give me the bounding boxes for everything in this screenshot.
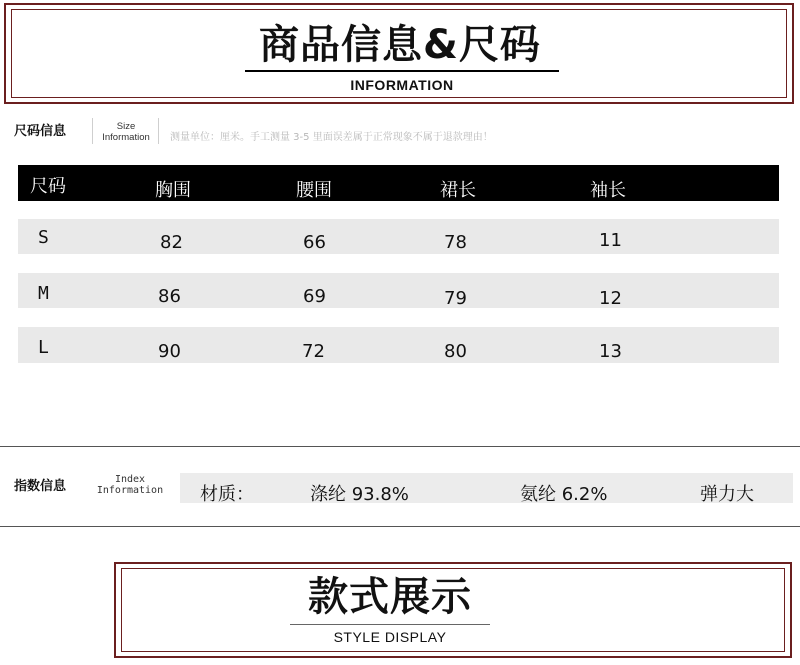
column-header-bust: 胸围 <box>155 180 191 201</box>
sleeve-length-cell: 11 <box>599 230 622 251</box>
section-divider-top <box>0 446 800 447</box>
spandex-value: 氨纶 6.2% <box>520 484 608 505</box>
size-cell: L <box>38 337 49 358</box>
index-label-en-line1: Index <box>114 474 146 485</box>
column-header-sleeve-length: 袖长 <box>590 180 626 201</box>
table-row <box>18 219 779 254</box>
column-header-skirt-length: 裙长 <box>440 180 476 201</box>
bust-cell: 82 <box>160 232 183 253</box>
style-title: 款式展示 <box>308 574 472 620</box>
skirt-length-cell: 80 <box>444 341 467 362</box>
size-section-divider-2 <box>158 118 159 144</box>
style-title-underline <box>290 624 490 625</box>
waist-cell: 69 <box>303 286 326 307</box>
waist-cell: 66 <box>303 232 326 253</box>
size-section-label-en <box>96 121 156 143</box>
bust-cell: 90 <box>158 341 181 362</box>
bust-cell: 86 <box>158 286 181 307</box>
skirt-length-cell: 79 <box>444 288 467 309</box>
index-section-label-en <box>90 474 170 496</box>
elasticity-value: 弹力大 <box>700 484 754 505</box>
polyester-value: 涤纶 93.8% <box>310 484 409 505</box>
index-label-en-line2: Information <box>96 485 164 496</box>
size-section-divider <box>92 118 93 144</box>
page-title: 商品信息&尺码 <box>259 22 541 68</box>
size-label-en-line2: Information <box>102 132 150 143</box>
skirt-length-cell: 78 <box>444 232 467 253</box>
title-underline <box>245 70 559 72</box>
index-section-label: 指数信息 <box>14 479 67 494</box>
style-subtitle: STYLE DISPLAY <box>333 629 447 645</box>
material-label: 材质： <box>200 484 254 505</box>
section-divider-bottom <box>0 526 800 527</box>
size-label-en-line1: Size <box>116 121 136 132</box>
sleeve-length-cell: 13 <box>599 341 622 362</box>
table-row <box>18 273 779 308</box>
size-cell: M <box>38 283 49 304</box>
column-header-size: 尺码 <box>30 176 66 197</box>
column-header-waist: 腰围 <box>296 180 332 201</box>
size-section-label: 尺码信息 <box>14 124 67 139</box>
size-table-header <box>18 165 779 201</box>
waist-cell: 72 <box>302 341 325 362</box>
size-cell: S <box>38 227 49 248</box>
measurement-note: 测量单位：厘米。手工测量 3-5 里面误差属于正常现象不属于退款理由！ <box>170 132 493 143</box>
page-subtitle: INFORMATION <box>350 77 454 93</box>
sleeve-length-cell: 12 <box>599 288 622 309</box>
table-row <box>18 327 779 363</box>
